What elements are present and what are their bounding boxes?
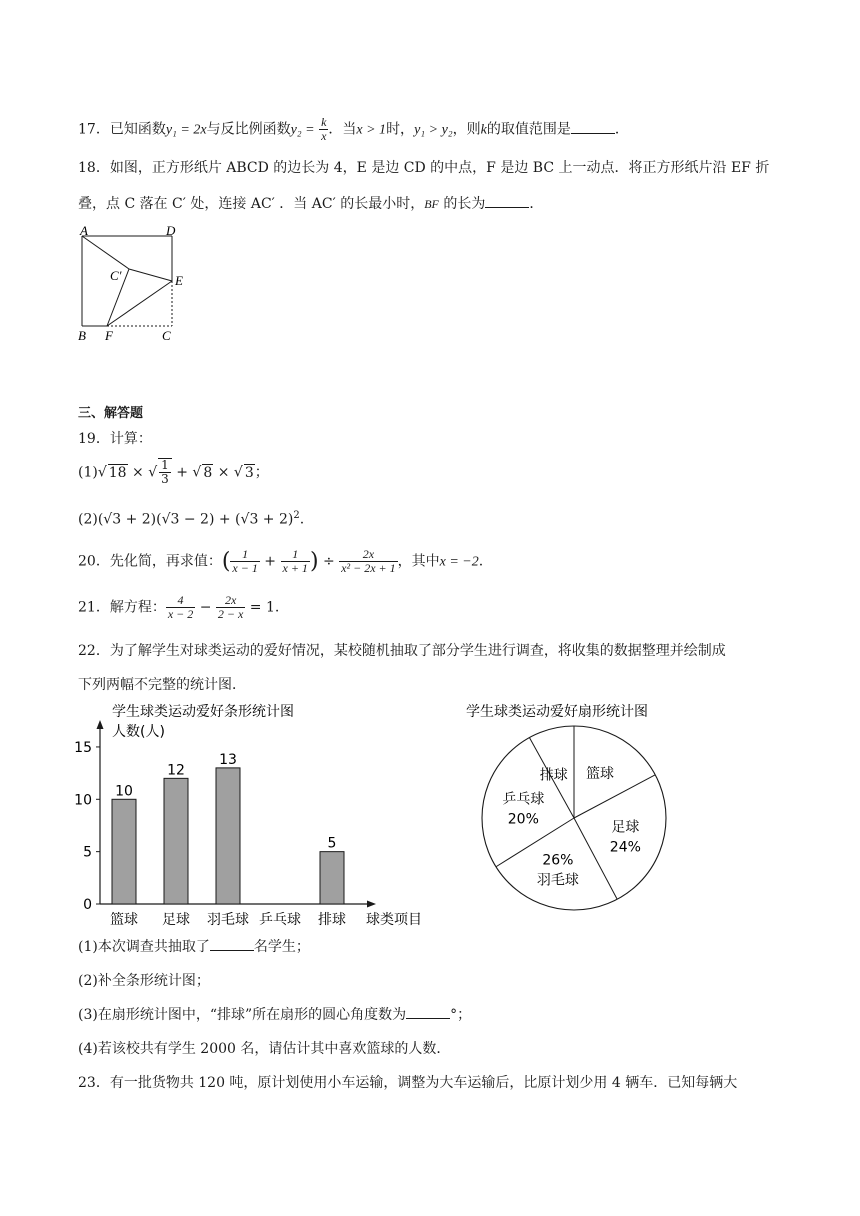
q22-sub-4: (4)若该校共有学生 2000 名，请估计其中喜欢篮球的人数．: [78, 1041, 451, 1057]
label-c: C: [162, 328, 171, 343]
q17-frac-den: x: [321, 129, 327, 143]
pie-slice-label: 篮球: [586, 765, 614, 782]
q20-text-1: 20．先化简，再求值：: [78, 553, 222, 570]
bar-x-axis-arrow: [367, 901, 376, 908]
q23-line-1: 23．有一批货物共 120 吨，原计划使用小车运输，调整为大车运输后，比原计划少用 4 辆车．已知每辆大: [78, 1075, 738, 1091]
q18-line-2c: 的长为: [443, 196, 486, 212]
q19-p1-sqrt-8: 8: [203, 464, 213, 481]
q17-function-1: y₁ = 2x: [165, 122, 207, 138]
label-c-prime: C′: [110, 268, 122, 283]
q17-answer-blank[interactable]: [571, 121, 615, 134]
q20-text-2: ，其中: [397, 553, 440, 570]
bar-chart-ylabel: 人数(人): [112, 724, 165, 740]
q17-end: ．: [614, 121, 629, 138]
q18-square-figure: [74, 222, 194, 346]
q19-p1-frac-den: 3: [161, 472, 169, 486]
bar-data-label: 5: [327, 835, 337, 852]
bar-0: [112, 799, 136, 904]
x-category-label: 篮球: [110, 912, 138, 928]
bar-chart-title: 学生球类运动爱好条形统计图: [112, 704, 294, 720]
bar-data-label: 10: [115, 783, 133, 800]
q19-p1-frac-num: 1: [161, 458, 169, 472]
q20-frac-3: [339, 548, 397, 575]
q22-sub-2: (2)补全条形统计图；: [78, 973, 210, 989]
q21-frac-2-num: 2x: [216, 594, 245, 608]
pie-slice-percent: 20%: [507, 811, 539, 828]
q20-frac-2-den: x + 1: [282, 561, 308, 575]
q19-p1-sqrt-frac: [158, 458, 172, 486]
q19-p2-expression: (√3 + 2)(√3 − 2) + (√3 + 2): [97, 511, 294, 528]
q21-rhs: = 1: [249, 599, 275, 616]
q19-p1-end: ；: [254, 464, 269, 481]
bar-1: [164, 778, 188, 904]
bar-chart-marks: [74, 740, 346, 928]
pie-chart: [462, 698, 692, 914]
label-e: E: [175, 273, 183, 288]
q22-sub-3: [78, 1004, 471, 1024]
pie-slice-percent: 24%: [609, 839, 641, 856]
q22-s3-a: (3)在扇形统计图中，“排球”所在扇形的圆心角度数为: [78, 1007, 407, 1023]
bar-data-label: 13: [219, 751, 237, 768]
q17-variable: k: [480, 122, 487, 138]
q22-s3-b: °；: [450, 1007, 472, 1023]
bar-4: [320, 852, 344, 904]
q20-frac-1-num: 1: [230, 548, 259, 562]
q17-text-5: ，则: [452, 121, 481, 138]
bar-chart-xlabel: 球类项目: [366, 912, 422, 928]
segment-fe: [107, 281, 172, 326]
q19-p1-sqrt-3: 3: [244, 464, 254, 481]
q21-frac-1-den: x − 2: [167, 607, 194, 621]
pie-slice-label: 排球: [539, 767, 568, 784]
label-f: F: [105, 328, 113, 343]
x-category-label: 排球: [318, 912, 346, 928]
q20-frac-2-num: 1: [281, 548, 310, 562]
pie-slice-label: 羽毛球: [536, 872, 579, 889]
q21-frac-1: [166, 594, 195, 621]
section-title: 三、解答题: [78, 406, 144, 421]
q22-line-1: 22．为了解学生对球类运动的爱好情况，某校随机抽取了部分学生进行调查，将收集的数据整理并绘制成: [78, 643, 726, 659]
q17-condition-1: x > 1: [356, 122, 387, 138]
question-17: [78, 116, 629, 143]
q17-text-6: 的取值范围是: [486, 121, 571, 138]
x-category-label: 羽毛球: [207, 912, 249, 928]
x-category-label: 足球: [162, 912, 190, 928]
question-20: 20．先化简，再求值：( $\frac{1}{x - 1}$ + $\frac{1}{x + 1}$ ) ÷ $\frac{2x}{\text{x² − 2x + 1}}$ ，其中x = −2.: [78, 547, 484, 575]
q18-line-2: [78, 193, 543, 213]
q17-text-3: ．当: [328, 121, 357, 138]
q18-line-1: 18．如图，正方形纸片 ABCD 的边长为 4，E 是边 CD 的中点，F 是边 BC 上一动点．将正方形纸片沿 EF 折: [78, 160, 770, 176]
q19-p1-sqrt-18: 18: [108, 464, 127, 481]
q20-frac-1-den: x − 1: [232, 561, 258, 575]
y-tick-label: 10: [74, 792, 92, 809]
q22-s1-blank[interactable]: [210, 938, 254, 951]
q22-s1-b: 名学生；: [253, 939, 310, 955]
pie-slice-label: 足球: [611, 819, 640, 836]
bar-2: [216, 768, 240, 904]
q20-frac-2: [281, 548, 310, 575]
label-b: B: [78, 328, 86, 343]
q19-p2-label: (2): [78, 511, 98, 528]
q17-text-1: 已知函数: [109, 121, 166, 138]
bar-data-label: 12: [167, 762, 185, 779]
q22-line-2: 下列两幅不完整的统计图．: [78, 677, 246, 693]
bar-chart: [72, 698, 432, 932]
q21-end: .: [274, 599, 280, 616]
q21-text: 21．解方程：: [78, 599, 166, 616]
q18-line-2a: 叠，点 C 落在 C′ 处，连接 AC′ ．当 AC′ 的长最小时，: [78, 196, 425, 212]
q20-frac-3-den: x² − 2x + 1: [341, 561, 396, 575]
q17-condition-2: y₁ > y₂: [414, 122, 453, 138]
q22-s3-blank[interactable]: [406, 1006, 450, 1019]
y-tick-label: 15: [74, 739, 92, 756]
q18-end: ．: [529, 196, 544, 212]
q17-text-2: 与反比例函数: [206, 121, 291, 138]
y-tick-label: 5: [83, 844, 92, 861]
q19-title: 19．计算：: [78, 431, 152, 447]
x-category-label: 乒乓球: [259, 912, 301, 928]
pie-chart-title: 学生球类运动爱好扇形统计图: [466, 704, 648, 720]
q20-end: .: [478, 553, 484, 570]
q22-s1-a: (1)本次调查共抽取了: [78, 939, 210, 955]
question-21: 21．解方程： $\frac{4}{x - 2}$ − $\frac{2x}{2 - x}$ = 1.: [78, 593, 280, 621]
q19-p1-label: (1): [78, 464, 98, 481]
q19-part-1: (1)√ 18 × √ $\frac{1}{3}$ + √ 8 × √ 3；: [78, 458, 269, 486]
bar-y-axis-arrow: [97, 720, 104, 729]
q20-frac-1: [230, 548, 259, 575]
pie-slice-label: 乒乓球: [502, 791, 545, 808]
q19-p2-exponent: 2: [293, 510, 300, 521]
pie-slice-percent: 26%: [542, 852, 574, 869]
q17-text-4: 时，: [386, 121, 415, 138]
q17-fraction: [319, 116, 328, 143]
q19-part-2: [78, 510, 304, 528]
y-tick-label: 0: [83, 897, 92, 913]
q21-frac-2: [216, 594, 245, 621]
q17-frac-num: k: [321, 115, 327, 129]
q22-sub-1: [78, 936, 310, 956]
q19-p2-end: .: [299, 511, 305, 528]
segment-ac1: [82, 236, 129, 269]
q20-frac-3-num: 2x: [339, 548, 397, 562]
label-d: D: [166, 223, 176, 238]
q21-frac-2-den: 2 − x: [217, 607, 244, 621]
q20-condition: x = −2: [439, 554, 479, 570]
q18-answer-blank[interactable]: [485, 195, 529, 208]
label-a: A: [80, 223, 88, 238]
q17-function-2-lhs: y₂ =: [290, 122, 315, 138]
q21-frac-1-num: 4: [166, 594, 195, 608]
q17-number: 17．: [78, 121, 110, 138]
segment-c1e: [129, 269, 172, 281]
q18-bf: BF: [424, 197, 439, 211]
